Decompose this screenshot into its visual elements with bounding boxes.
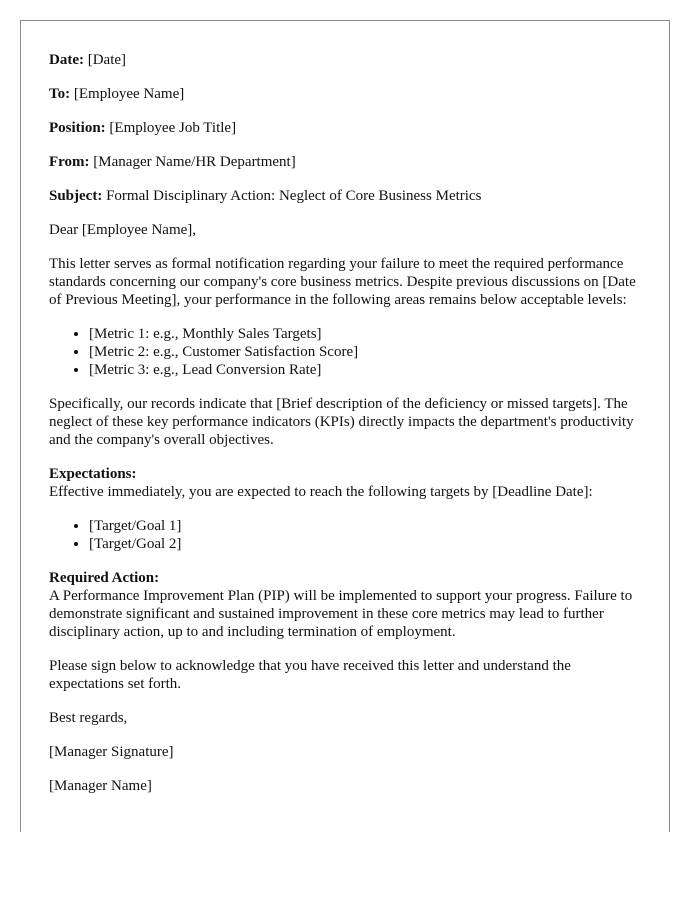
to-label: To: bbox=[49, 86, 71, 102]
expectations-section bbox=[49, 465, 649, 501]
targets-list bbox=[49, 517, 649, 553]
list-item: • [Metric 3: e.g., Lead Conversion Rate] bbox=[89, 361, 649, 379]
expectations-text: Effective immediately, you are expected to reach the following targets by [Deadline Date]: bbox=[49, 484, 593, 500]
required-action-heading: Required Action: bbox=[49, 570, 160, 586]
manager-name: [Manager Name] bbox=[49, 778, 152, 794]
position-value: [Employee Job Title] bbox=[109, 120, 237, 136]
position-line bbox=[49, 119, 649, 137]
closing: Best regards, bbox=[49, 710, 128, 726]
subject-value: Formal Disciplinary Action: Neglect of Core Business Metrics bbox=[106, 188, 482, 204]
from-label: From: bbox=[49, 154, 90, 170]
required-action-section bbox=[49, 569, 649, 641]
from-line bbox=[49, 153, 649, 171]
list-item: • [Metric 2: e.g., Customer Satisfaction Score] bbox=[89, 343, 649, 361]
date-line bbox=[49, 51, 649, 69]
expectations-heading: Expectations: bbox=[49, 466, 137, 482]
letter-document bbox=[20, 20, 670, 832]
list-item: • [Target/Goal 1] bbox=[89, 517, 649, 535]
position-label: Position: bbox=[49, 120, 106, 136]
detail-paragraph: Specifically, our records indicate that [Brief description of the deficiency or missed targets]. The neglect of these key performance indicators (KPIs) directly impacts the department's productivity and the company's overall objectives. bbox=[49, 396, 634, 448]
date-value: [Date] bbox=[87, 52, 127, 68]
acknowledge-paragraph: Please sign below to acknowledge that you have received this letter and understand the expectations set forth. bbox=[49, 658, 571, 692]
from-value: [Manager Name/HR Department] bbox=[93, 154, 296, 170]
intro-paragraph: This letter serves as formal notification regarding your failure to meet the required performance standards concerning our company's core business metrics. Despite previous discussions on [Date of Previous Meeting], your performance in the following areas remains below acceptable levels: bbox=[49, 256, 636, 308]
subject-label: Subject: bbox=[49, 188, 103, 204]
to-value: [Employee Name] bbox=[73, 86, 185, 102]
list-item: • [Target/Goal 2] bbox=[89, 535, 649, 553]
date-label: Date: bbox=[49, 52, 84, 68]
signature-placeholder: [Manager Signature] bbox=[49, 744, 174, 760]
salutation: Dear [Employee Name], bbox=[49, 222, 197, 238]
list-item: • [Metric 1: e.g., Monthly Sales Targets] bbox=[89, 325, 649, 343]
required-action-text: A Performance Improvement Plan (PIP) will be implemented to support your progress. Failure to demonstrate significant and sustained improvement in these core metrics may lead to further disciplinary action, up to and including termination of employment. bbox=[49, 588, 633, 640]
to-line bbox=[49, 85, 649, 103]
metrics-list bbox=[49, 325, 649, 379]
subject-line bbox=[49, 187, 649, 205]
